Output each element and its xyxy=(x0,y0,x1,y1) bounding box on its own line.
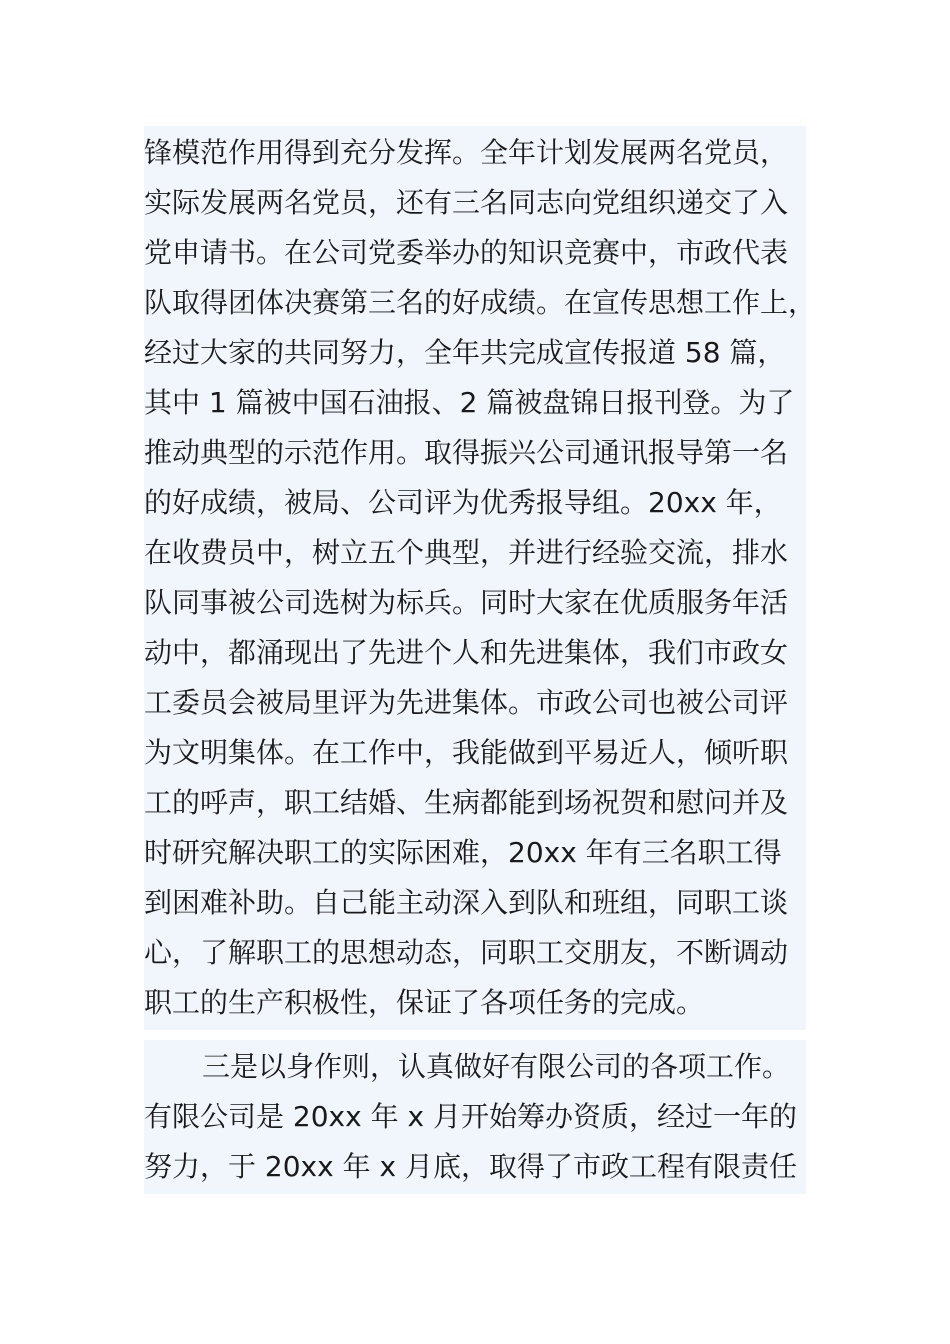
text-line: 党申请书。在公司党委举办的知识竞赛中，市政代表 xyxy=(144,236,789,269)
text-line: 动中，都涌现出了先进个人和先进集体，我们市政女 xyxy=(144,636,789,669)
text-line: 锋模范作用得到充分发挥。全年计划发展两名党员， xyxy=(144,136,789,169)
text-line: 队取得团体决赛第三名的好成绩。在宣传思想工作上， xyxy=(144,286,817,319)
paragraph-2 xyxy=(144,1040,806,1194)
text-line: 心，了解职工的思想动态，同职工交朋友，不断调动 xyxy=(144,936,789,969)
text-line: 实际发展两名党员，还有三名同志向党组织递交了入 xyxy=(144,186,789,219)
text-line: 工的呼声，职工结婚、生病都能到场祝贺和慰问并及 xyxy=(144,786,789,819)
text-line: 在收费员中，树立五个典型，并进行经验交流，排水 xyxy=(144,536,789,569)
text-line: 其中 1 篇被中国石油报、2 篇被盘锦日报刊登。为了 xyxy=(144,386,795,419)
text-line: 推动典型的示范作用。取得振兴公司通讯报导第一名 xyxy=(144,436,789,469)
text-line: 队同事被公司选树为标兵。同时大家在优质服务年活 xyxy=(144,586,789,619)
text-line: 时研究解决职工的实际困难，20xx 年有三名职工得 xyxy=(144,836,782,869)
text-line: 努力，于 20xx 年 x 月底，取得了市政工程有限责任 xyxy=(144,1150,797,1183)
paragraph-1 xyxy=(144,126,817,1030)
text-line: 三是以身作则，认真做好有限公司的各项工作。 xyxy=(202,1050,791,1083)
text-line: 职工的生产积极性，保证了各项任务的完成。 xyxy=(144,986,705,1019)
text-line: 经过大家的共同努力，全年共完成宣传报道 58 篇， xyxy=(144,336,786,369)
text-line: 工委员会被局里评为先进集体。市政公司也被公司评 xyxy=(144,686,789,719)
text-line: 到困难补助。自己能主动深入到队和班组，同职工谈 xyxy=(144,886,789,919)
text-line: 的好成绩，被局、公司评为优秀报导组。20xx 年， xyxy=(144,486,782,519)
text-line: 有限公司是 20xx 年 x 月开始筹办资质，经过一年的 xyxy=(144,1100,797,1133)
text-line: 为文明集体。在工作中，我能做到平易近人，倾听职 xyxy=(144,736,789,769)
